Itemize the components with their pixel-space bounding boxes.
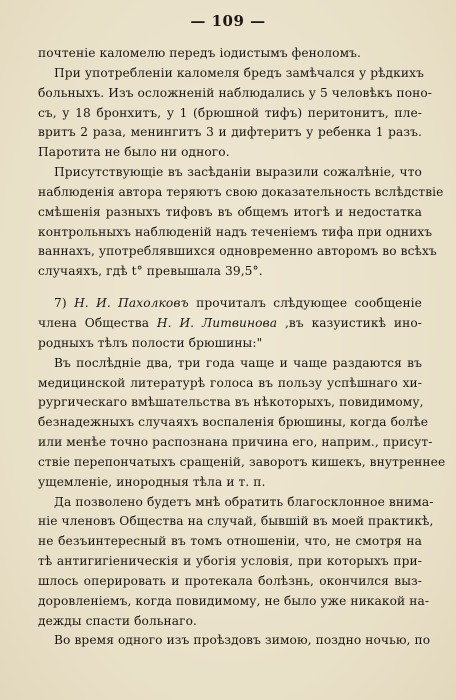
body-text (38, 44, 446, 651)
text-line: дежды спасти больнаго. (38, 613, 198, 628)
text-fragment: прочиталъ слѣдующее сообщеніе (196, 296, 422, 311)
text-line: смѣшенія разныхъ тифовъ въ общемъ итогѣ и недостатка (38, 204, 422, 219)
text-line: тѣ антигигіеническія и убогія условія, при которыхъ при- (38, 554, 422, 569)
text-line: доровленіемъ, когда повидимому, не было уже никакой на- (38, 593, 430, 608)
text-line: Присутствующіе въ засѣданіи выразили сожалѣніе, что (54, 165, 422, 180)
item-heading-line (38, 314, 422, 334)
text-line: ніе членовъ Общества на случай, бывшій въ моей практикѣ, (38, 514, 434, 529)
text-line: ваннахъ, употреблявшихся одновременно авторомъ во всѣхъ (38, 244, 437, 259)
text-line: Да позволено будетъ мнѣ обратить благосклонное внима- (54, 494, 434, 509)
text-line: медицинской литературѣ голоса въ пользу успѣшнаго хи- (38, 375, 422, 390)
text-line: ущемленіе, инородныя тѣла и т. п. (38, 474, 266, 489)
text-line: Въ послѣдніе два, три года чаще и чаще раздаются въ (54, 355, 422, 370)
text-line: или менѣе точно распознана причина его, наприм., присут- (38, 435, 433, 450)
text-line: почтеніе каломелю передъ іодистымъ феноломъ. (38, 46, 361, 60)
text-line: ствіе перепончатыхъ сращеній, заворотъ кишекъ, внутреннее (38, 454, 446, 469)
text-line: шлось оперировать и протекала болѣзнь, окончился выз- (38, 573, 422, 588)
text-line: вритъ 2 раза, менингитъ 3 и дифтеритъ у ребенка 1 разъ. (38, 125, 422, 140)
text-line: Паротита не было ни одного. (38, 145, 230, 160)
text-fragment: члена Общества (38, 315, 150, 330)
text-line: При употребленіи каломеля бредъ замѣчался у рѣдкихъ (54, 65, 424, 80)
text-line: рургическаго вмѣшательства въ нѣкоторыхъ, повидимому, (38, 395, 424, 410)
text-line: безнадежныхъ случаяхъ воспаленія брюшины, когда болѣе (38, 415, 429, 430)
text-line: контрольныхъ наблюденій надъ теченіемъ тифа при однихъ (38, 224, 433, 239)
text-line: Во время одного изъ проѣздовъ зимою, поздно ночью, по (54, 633, 431, 648)
text-line: наблюденія автора теряютъ свою доказательность вслѣдствіе (38, 184, 444, 199)
text-line: съ, у 18 бронхитъ, у 1 (брюшной тифъ) перитонитъ, пле- (38, 105, 422, 120)
item-heading-line (38, 294, 422, 314)
author-name: Н. И. Литвинова (156, 315, 278, 330)
text-line: родныхъ тѣлъ полости брюшины:" (38, 335, 263, 350)
text-line: случаяхъ, гдѣ t° превышала 39,5°. (38, 264, 263, 279)
text-fragment: ,въ казуистикѣ ино- (284, 315, 422, 330)
text-line: не безъинтересный въ томъ отношеніи, что, не смотря на (38, 534, 422, 549)
paragraph-gap (38, 282, 422, 294)
text-line: больныхъ. Изъ осложненій наблюдались у 5 человѣкъ поно- (38, 85, 433, 100)
item-number: 7) (54, 296, 67, 311)
speaker-name: Н. И. Пахолковъ (74, 296, 189, 311)
page-number: — 109 — (190, 12, 266, 30)
